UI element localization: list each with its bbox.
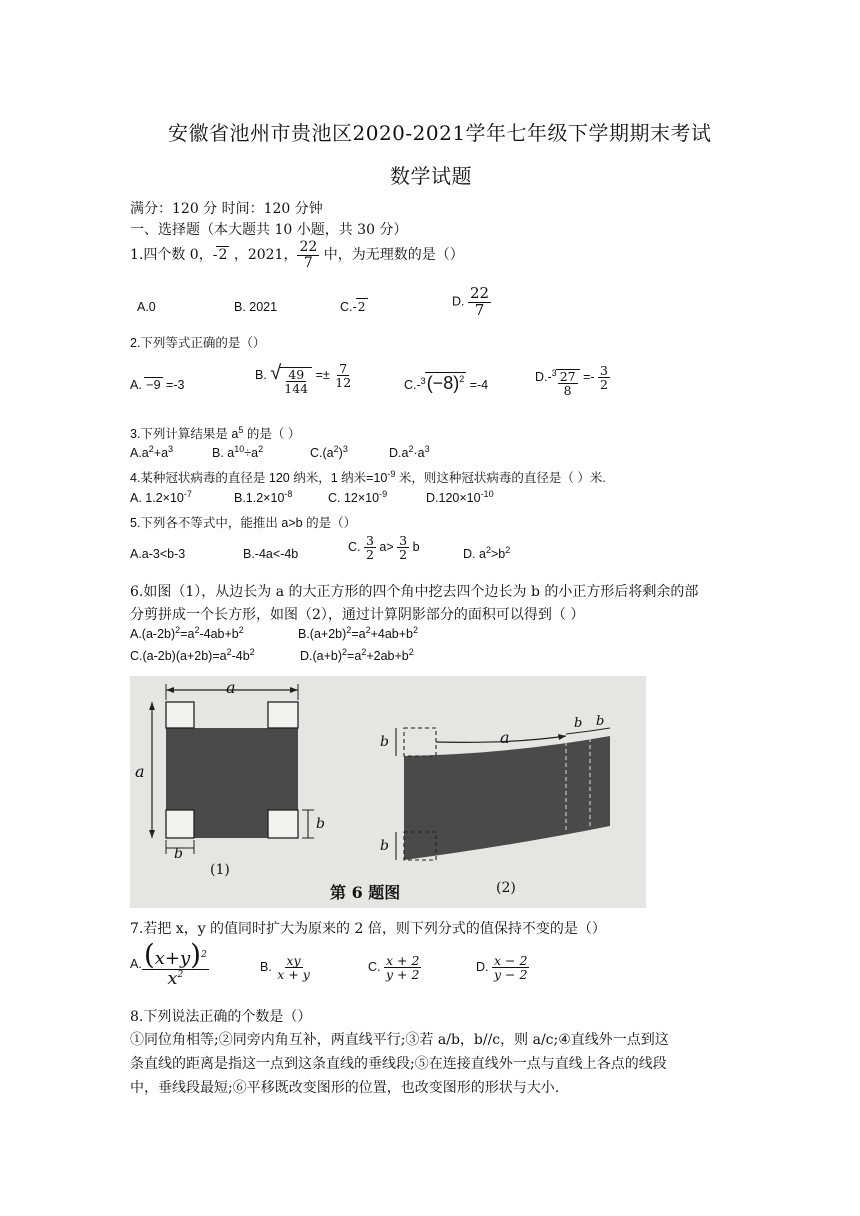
q3-option-c: $C.(a^2)^3$ xyxy=(310,443,348,460)
q1-option-b: B. 2021 xyxy=(234,300,278,314)
q2-option-a: A. −9 =-3 xyxy=(130,378,185,392)
q2-option-c: $C.-^3(-8)^2 =-4$ xyxy=(404,373,489,393)
q4-stem: 4.某种冠状病毒的直径是 120 纳米，1 纳米$=10^{-9}$ 米，则这种冠状病毒的直径是（ ）米. xyxy=(130,468,606,485)
q7-option-a: A. $\frac{(x+y)^2}{x^2}$ xyxy=(130,938,207,990)
fig2-label-a: a xyxy=(500,728,510,747)
q5-option-b: B.-4a<-4b xyxy=(243,547,299,561)
q4-option-a: A. $1.2\times 10^{-7}$ xyxy=(130,488,192,505)
q1-option-c: C.-2 xyxy=(340,299,366,314)
fig1-caption: (1) xyxy=(210,862,230,878)
fig2-label-b-bottom: b xyxy=(380,838,389,854)
q6-stem-line2: 分剪拼成一个长方形，如图（2），通过计算阴影部分的面积可以得到（ ） xyxy=(130,607,585,623)
q7-stem: 7.若把 x，y 的值同时扩大为原来的 2 倍，则下列分式的值保持不变的是（） xyxy=(130,921,606,937)
q5-option-c: C. $\frac{3}{2}$ a> $\frac{3}{2}$ b xyxy=(348,533,420,563)
q4-option-d: $D.120\times 10^{-10}$ xyxy=(426,488,494,505)
fig1-corner-tl xyxy=(166,702,194,728)
q6-option-c: $C.(a-2b)(a+2b)=a^2-4b^2$ xyxy=(130,646,255,663)
fig2-caption: (2) xyxy=(496,880,516,896)
q6-option-d: $D.(a+b)^2=a^2+2ab+b^2$ xyxy=(300,646,414,663)
q8-line2: 条直线的距离是指这一点到这条直线的垂线段;⑤在连接直线外一点与直线上各点的线段 xyxy=(130,1056,667,1072)
q3-option-a: $A.a^2+a^3$ xyxy=(130,443,174,460)
figure-6-diagram xyxy=(130,676,646,908)
q4-option-c: C. $12\times 10^{-9}$ xyxy=(328,488,388,505)
q1-option-a: A.0 xyxy=(137,300,156,314)
q4-option-b: $B.1.2\times 10^{-8}$ xyxy=(234,488,293,505)
fig1-corner-bl xyxy=(166,810,194,838)
fig2-label-b-top: b xyxy=(380,734,389,750)
fig1-label-a-top: a xyxy=(226,678,236,697)
q3-option-d: $D.a^2\cdot a^3$ xyxy=(389,443,430,460)
q1-option-d: D. $\frac{22}{7}$ xyxy=(452,284,490,319)
fig2-label-b2: b xyxy=(596,714,605,729)
q6-option-b: $B.(a+2b)^2=a^2+4ab+b^2$ xyxy=(298,624,419,641)
q2-option-d: D.-$^3$ $\frac{27}{8}$ =- $\frac{3}{2}$ xyxy=(535,363,608,399)
figure-caption: 第 6 题图 xyxy=(330,883,401,902)
q3-option-b: B. $a^{10}\div a^2$ xyxy=(212,443,264,460)
q7-option-b: B. $\frac{xy}{x + y}$ xyxy=(260,953,310,983)
meta-line: 满分：120 分 时间：120 分钟 xyxy=(130,201,323,217)
q3-stem: 3.下列计算结果是 $a^5$ 的是（ ） xyxy=(130,424,301,441)
q1-stem: 1.四个数 0，-2 ，2021， $\frac{22}{7}$ 中，为无理数的是（） xyxy=(130,239,464,271)
fig2-label-b1: b xyxy=(574,716,583,731)
q7-option-c: C. $\frac{x + 2}{y + 2}$ xyxy=(368,953,420,983)
q5-stem: 5.下列各不等式中，能推出 a>b 的是（） xyxy=(130,516,357,530)
q6-stem-line1: 6.如图（1），从边长为 a 的大正方形的四个角中挖去四个边长为 b 的小正方形后将剩余的部 xyxy=(130,584,699,600)
fig1-label-b-right: b xyxy=(316,816,325,832)
q5-option-d: D. $a^2>b^2$ xyxy=(463,544,511,561)
fig1-label-a-left: a xyxy=(135,762,145,781)
exam-subtitle: 数学试题 xyxy=(390,164,472,188)
q8-line3: 中，垂线段最短;⑥平移既改变图形的位置，也改变图形的形状与大小. xyxy=(130,1080,560,1096)
fig2-shaded-strip xyxy=(404,736,610,860)
q2-option-b: B. √ $\frac{49}{144}$ =± $\frac{7}{12}$ xyxy=(255,361,352,397)
q8-line1: ①同位角相等;②同旁内角互补，两直线平行;③若 a/b，b//c，则 a/c;④直线外一点到这 xyxy=(130,1032,669,1048)
figure-6 xyxy=(130,676,646,908)
q6-option-a: $A.(a-2b)^2=a^2-4ab+b^2$ xyxy=(130,624,244,641)
fig1-corner-tr xyxy=(268,702,298,728)
q5-option-a: A.a-3<b-3 xyxy=(130,547,186,561)
fig1-corner-br xyxy=(268,810,298,838)
question-1 xyxy=(130,240,464,270)
q2-stem: 2.下列等式正确的是（） xyxy=(130,336,266,350)
q8-stem: 8.下列说法正确的个数是（） xyxy=(130,1009,312,1025)
q7-option-d: D. $\frac{x - 2}{y - 2}$ xyxy=(476,953,528,983)
section-heading: 一、选择题（本大题共 10 小题，共 30 分） xyxy=(130,222,408,238)
fig1-label-b-bottom: b xyxy=(174,846,183,862)
exam-title: 安徽省池州市贵池区2020-2021学年七年级下学期期末考试 xyxy=(168,121,712,145)
